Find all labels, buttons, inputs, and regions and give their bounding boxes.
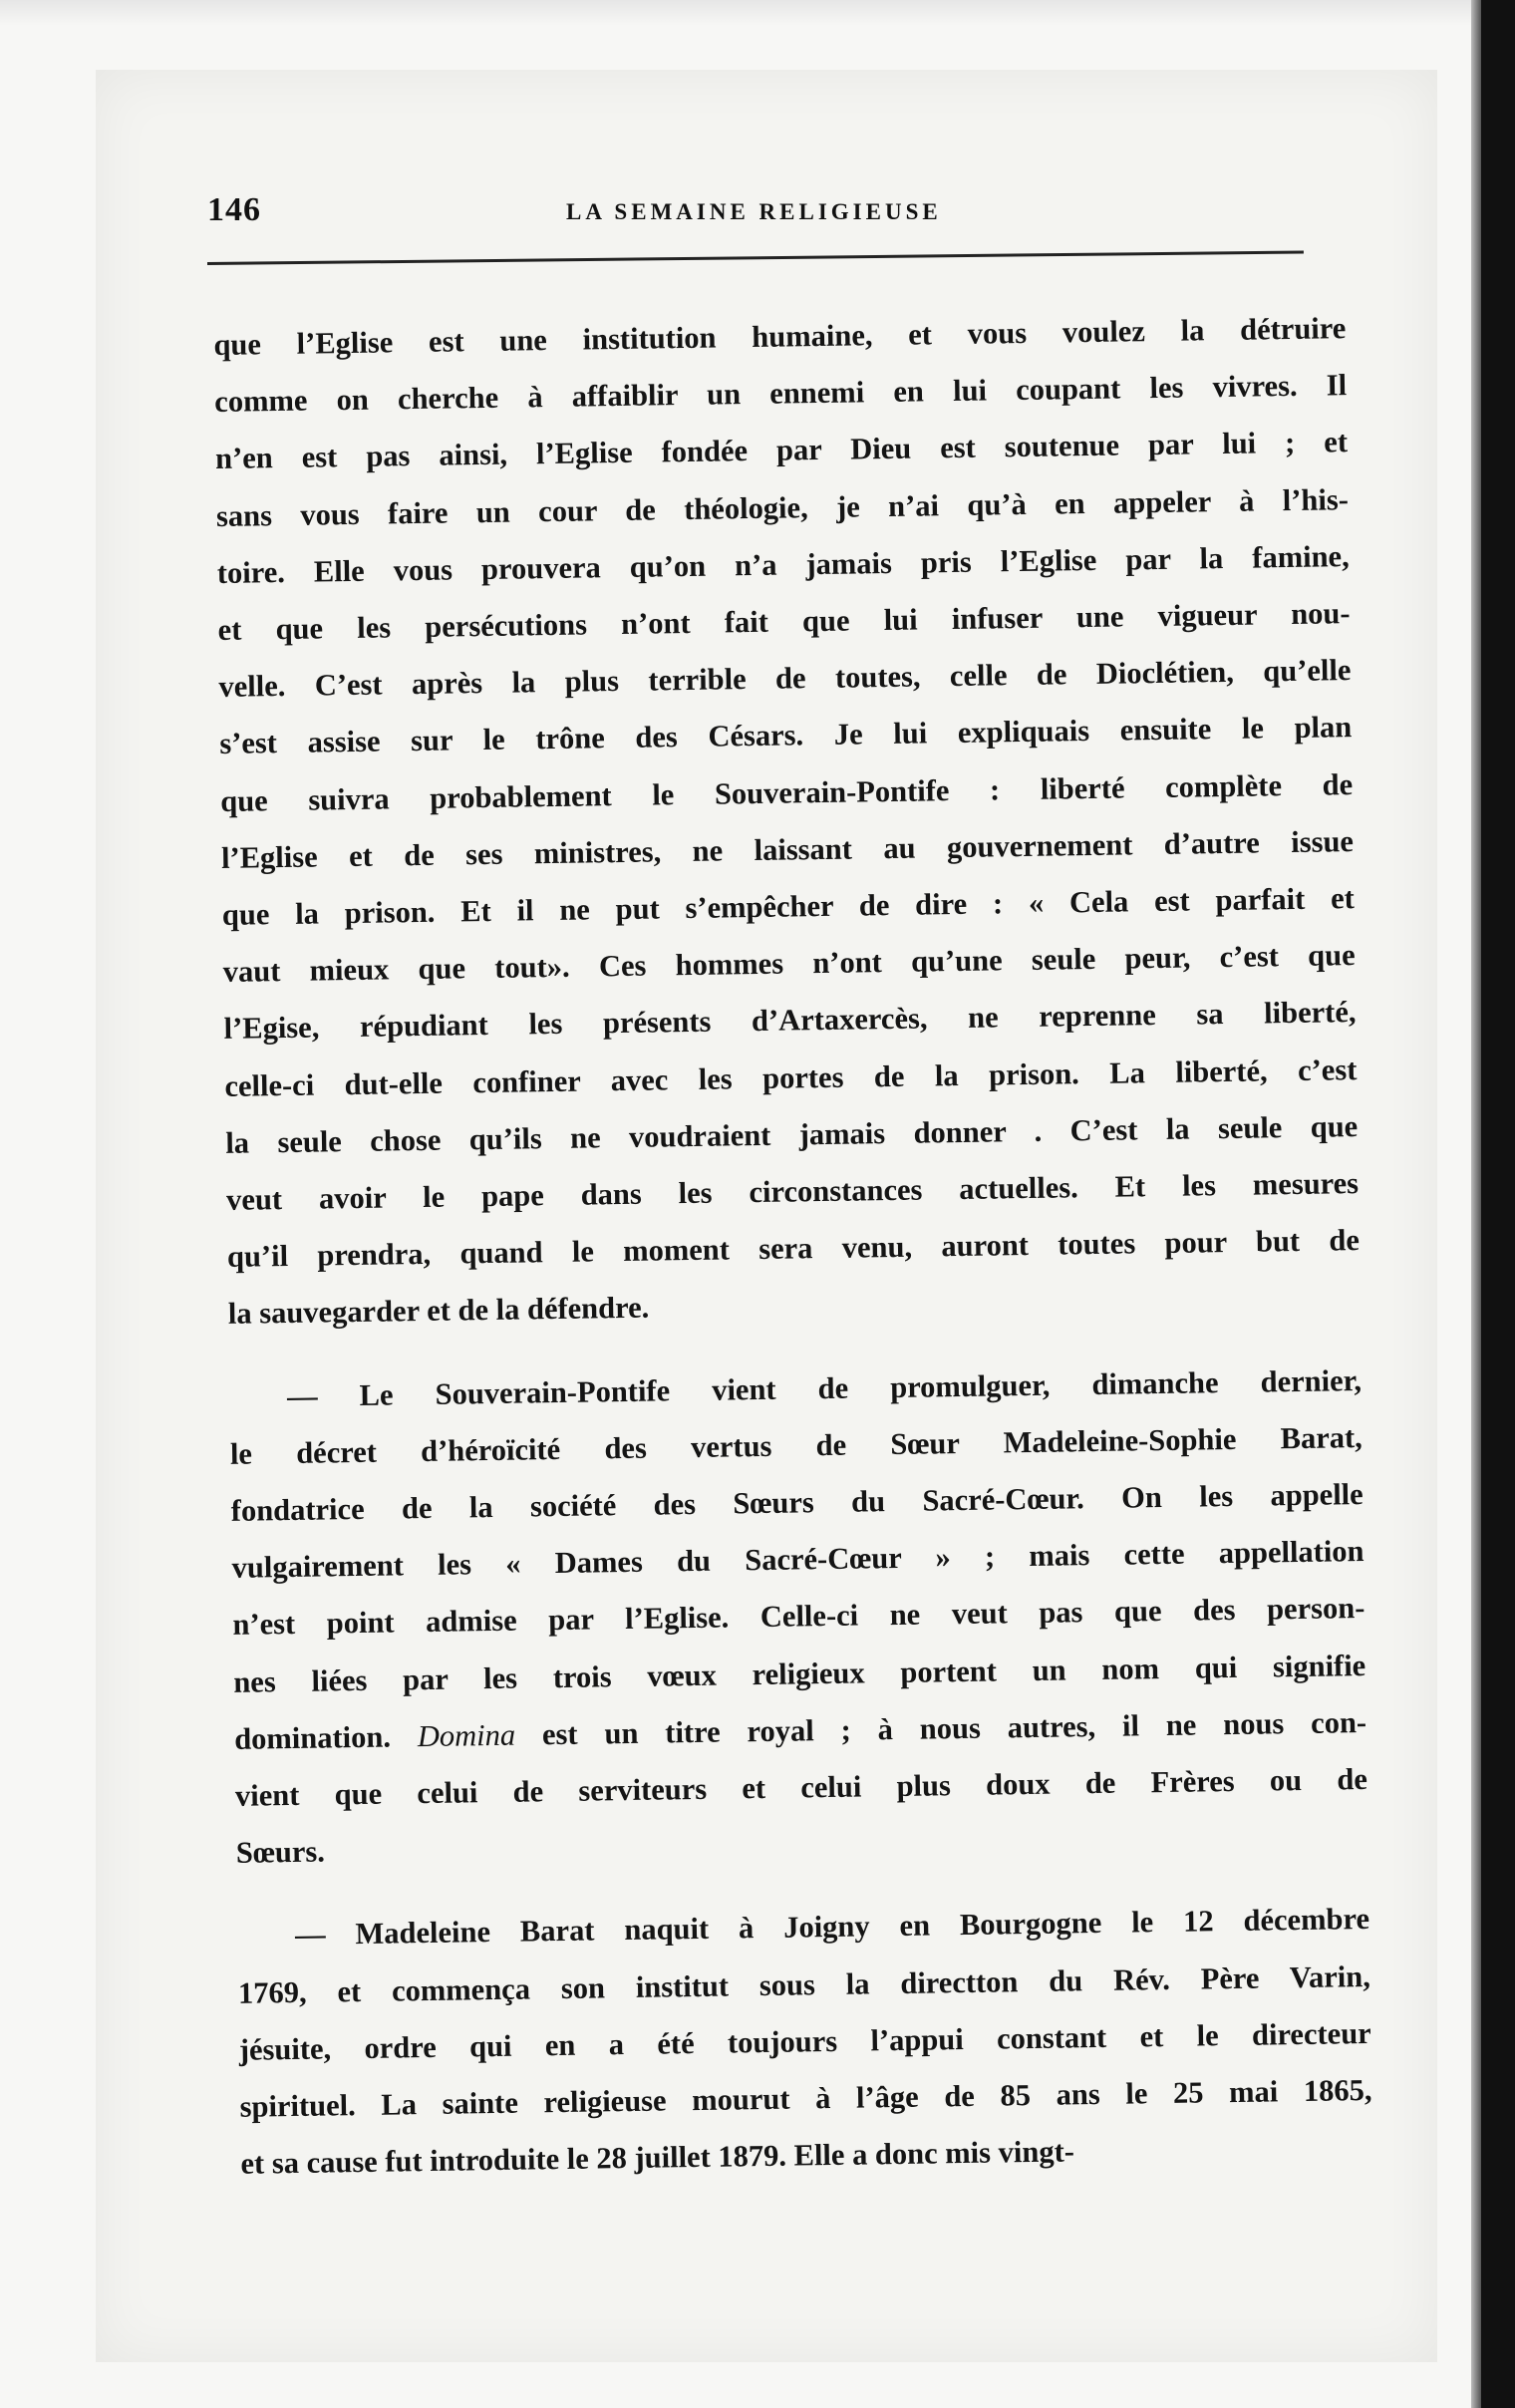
text-line: comme on cherche à affaiblir un ennemi en lui coupant les vivres. Il xyxy=(214,368,1348,420)
text-line: veut avoir le pape dans les circonstances actuelles. Et les mesures xyxy=(225,1166,1360,1217)
text-line: la sauvegarder et de la défendre. xyxy=(227,1291,650,1332)
text-line: et sa cause fut introduite le 28 juillet 1879. Elle a donc mis vingt- xyxy=(240,2134,1075,2182)
book-binding-edge xyxy=(1481,0,1515,2408)
text-line: s’est assise sur le trône des Césars. Je lui expliquais ensuite le plan xyxy=(219,710,1353,761)
binding-shadow xyxy=(1471,0,1481,2408)
text-line: nes liées par les trois vœux religieux portent un nom qui signifie xyxy=(233,1648,1366,1699)
text-line: fondatrice de la société des Sœurs du Sacré-Cœur. On les appelle xyxy=(230,1477,1364,1528)
text-line: que la prison. Et il ne put s’empêcher de dire : « Cela est parfait et xyxy=(221,881,1356,932)
paragraph xyxy=(213,300,1361,1343)
body-text xyxy=(213,300,1373,2193)
text-line: — Le Souverain-Pontife vient de promulguer, dimanche dernier, xyxy=(286,1362,1363,1413)
text-line: vulgairement les « Dames du Sacré-Cœur » ; mais cette appellation xyxy=(231,1534,1364,1586)
text-line: n’en est pas ainsi, l’Eglise fondée par Dieu est soutenue par lui ; et xyxy=(214,425,1349,476)
paragraph xyxy=(237,1891,1373,2193)
text-line: vient que celui de serviteurs et celui plus doux de Frères ou de xyxy=(234,1762,1368,1813)
page-top-edge xyxy=(0,0,1481,26)
text-line: la seule chose qu’ils ne voudraient jamais donner . C’est la seule que xyxy=(225,1108,1359,1160)
paragraph xyxy=(229,1353,1369,1883)
text-line: n’est point admise par l’Eglise. Celle-ci ne veut pas que des person- xyxy=(232,1591,1365,1643)
page-number: 146 xyxy=(207,191,261,228)
text-line: domination. Domina est un titre royal ; à nous autres, il ne nous con- xyxy=(233,1704,1367,1756)
running-head: LA SEMAINE RELIGIEUSE xyxy=(566,199,942,224)
text-line: que l’Eglise est une institution humaine, et vous voulez la détruire xyxy=(213,311,1347,362)
italic-word: Domina xyxy=(417,1717,516,1753)
text-line: l’Egise, répudiant les présents d’Artaxercès, ne reprenne sa liberté, xyxy=(223,995,1357,1047)
text-line: que suivra probablement le Souverain-Pontife : liberté complète de xyxy=(219,766,1354,818)
text-line: celle-ci dut-elle confiner avec les portes de la prison. La liberté, c’est xyxy=(224,1052,1358,1103)
text-line: toire. Elle vous prouvera qu’on n’a jamais pris l’Eglise par la famine, xyxy=(216,538,1350,590)
text-line: — Madeleine Barat naquit à Joigny en Bourgogne le 12 décembre xyxy=(294,1902,1370,1953)
text-line: spirituel. La sainte religieuse mourut à l’âge de 85 ans le 25 mai 1865, xyxy=(239,2073,1372,2124)
text-line: 1769, et commença son institut sous la directton du Rév. Père Varin, xyxy=(237,1958,1371,2010)
text-line: vaut mieux que tout». Ces hommes n’ont qu’une seule peur, c’est que xyxy=(222,938,1356,990)
text-line: jésuite, ordre qui en a été toujours l’appui constant et le directeur xyxy=(238,2015,1371,2067)
text-line: qu’il prendra, quand le moment sera venu, auront toutes pour but de xyxy=(226,1223,1361,1275)
text-line: Sœurs. xyxy=(235,1834,326,1871)
page-header xyxy=(207,191,1304,241)
text-line: et que les persécutions n’ont fait que lui infuser une vigueur nou- xyxy=(217,596,1351,647)
text-line: le décret d’héroïcité des vertus de Sœur Madeleine-Sophie Barat, xyxy=(229,1419,1364,1471)
text-line: sans vous faire un cour de théologie, je n’ai qu’à en appeler à l’his- xyxy=(215,481,1350,533)
text-line: l’Eglise et de ses ministres, ne laissant au gouvernement d’autre issue xyxy=(220,823,1355,875)
text-line: velle. C’est après la plus terrible de toutes, celle de Dioclétien, qu’elle xyxy=(218,653,1352,705)
